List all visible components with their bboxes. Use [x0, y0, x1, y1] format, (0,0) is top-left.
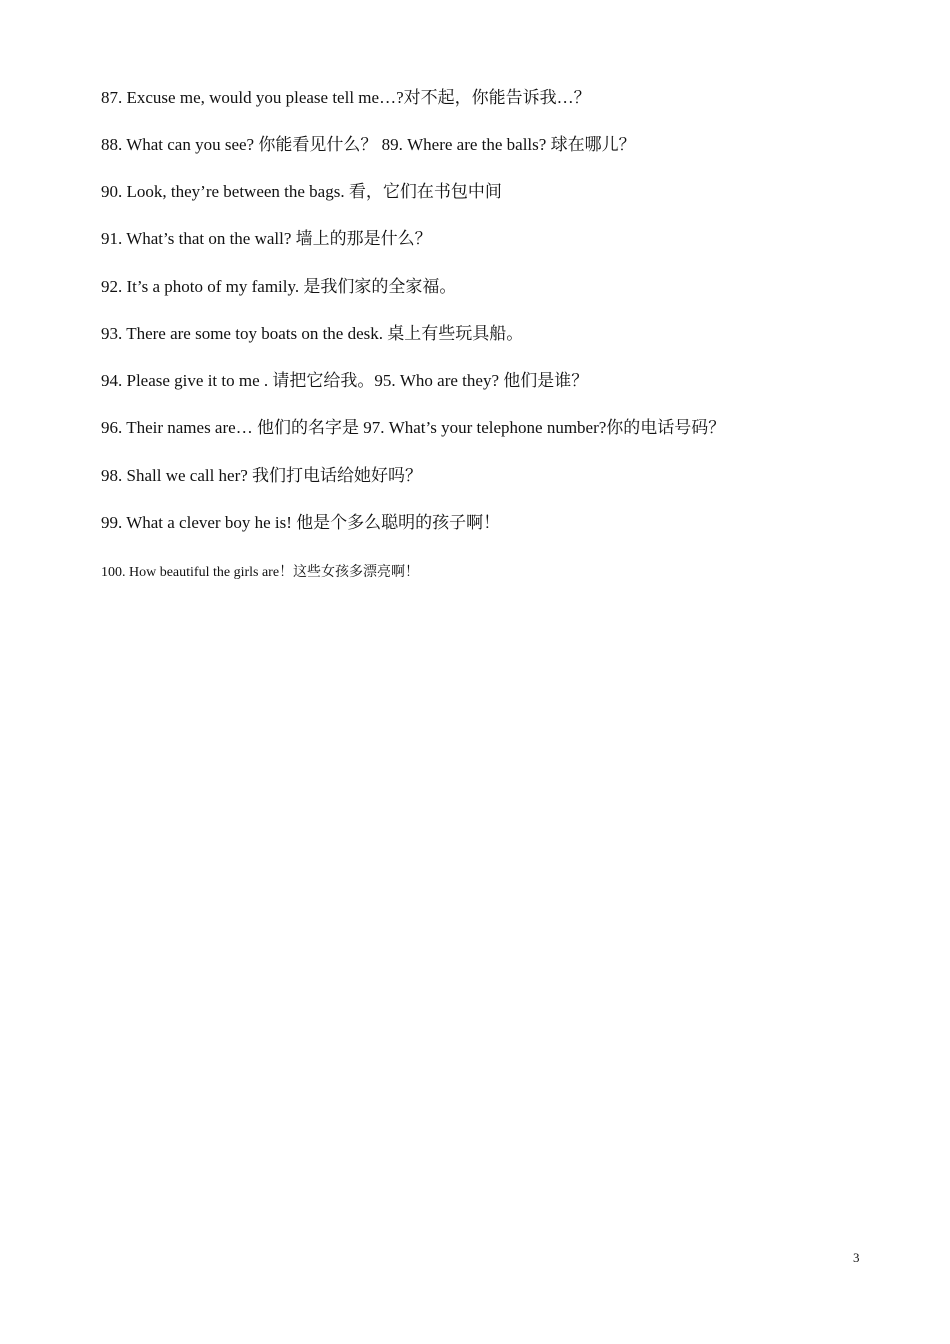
- sentence-100: 100. How beautiful the girls are！这些女孩多漂亮啊！: [101, 565, 420, 580]
- sentence-94-95: 94. Please give it to me . 请把它给我。95. Who are they? 他们是谁？: [101, 371, 589, 390]
- sentence-87: 87. Excuse me, would you please tell me…?对不起，你能告诉我…？: [101, 88, 591, 107]
- sentence-90: 90. Look, they’re between the bags. 看，它们在书包中间: [101, 182, 502, 201]
- sentence-92: 92. It’s a photo of my family. 是我们家的全家福。: [101, 277, 457, 296]
- sentence-93: 93. There are some toy boats on the desk. 桌上有些玩具船。: [101, 324, 524, 343]
- sentence-91: 91. What’s that on the wall? 墙上的那是什么？: [101, 229, 432, 248]
- sentence-96-97: 96. Their names are… 他们的名字是 97. What’s your telephone number?你的电话号码？: [101, 418, 726, 437]
- sentence-99: 99. What a clever boy he is! 他是个多么聪明的孩子啊！: [101, 513, 501, 532]
- sentence-98: 98. Shall we call her? 我们打电话给她好吗？: [101, 466, 423, 485]
- page-number: 3: [853, 1250, 860, 1265]
- sentence-88-89: 88. What can you see? 你能看见什么？ 89. Where are the balls? 球在哪儿？: [101, 135, 636, 154]
